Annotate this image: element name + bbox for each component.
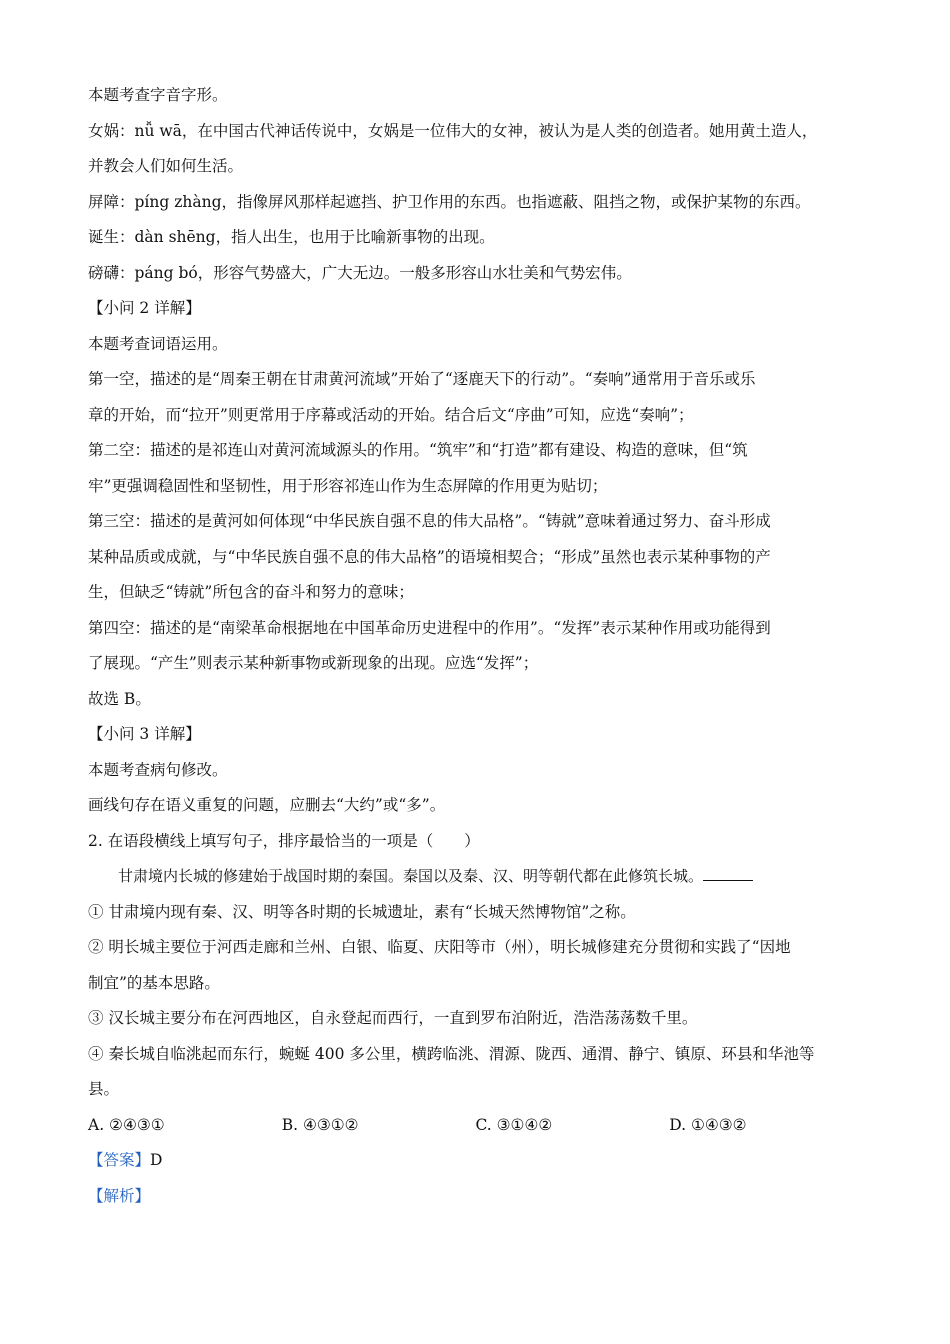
analysis-line <box>88 1179 863 1215</box>
sentence-item: 制宜”的基本思路。 <box>88 973 220 992</box>
text-line: 章的开始，而“拉开”则更常用于序幕或活动的开始。结合后文“序曲”可知，应选“奏响”； <box>88 405 694 424</box>
text-line: 本题考查病句修改。 <box>88 760 228 779</box>
text-line: 诞生：dàn shēng，指人出生，也用于比喻新事物的出现。 <box>88 228 495 246</box>
text-line: 某种品质或成就，与“中华民族自强不息的伟大品格”的语境相契合；“形成”虽然也表示某种事物的产 <box>88 547 771 566</box>
text-line: 牢”更强调稳固性和坚韧性，用于形容祁连山作为生态屏障的作用更为贴切； <box>88 476 608 495</box>
quote-passage <box>88 859 863 895</box>
answer-line <box>88 1143 863 1179</box>
text-line: 磅礴：páng bó，形容气势盛大，广大无边。一般多形容山水壮美和气势宏伟。 <box>88 263 632 282</box>
analysis-tag: 【解析】 <box>88 1186 151 1205</box>
fill-blank <box>703 866 753 881</box>
option-c: C. ③①④② <box>475 1115 553 1134</box>
sentence-item: ① 甘肃境内现有秦、汉、明等各时期的长城遗址，素有“长城天然博物馆”之称。 <box>88 902 636 921</box>
text-line: 本题考查字音字形。 <box>88 86 228 104</box>
option-d: D. ①④③② <box>669 1115 747 1134</box>
text-line: 并教会人们如何生活。 <box>88 157 244 175</box>
sentence-item: ③ 汉长城主要分布在河西地区，自永登起而西行，一直到罗布泊附近，浩浩荡荡数千里。 <box>88 1009 698 1027</box>
question-stem: 2. 在语段横线上填写句子，排序最恰当的一项是（ ） <box>88 831 480 850</box>
text-line: 第四空：描述的是“南梁革命根据地在中国革命历史进程中的作用”。“发挥”表示某种作用或功能得到 <box>88 618 771 637</box>
text-line: 本题考查词语运用。 <box>88 334 228 353</box>
quote-text: 甘肃境内长城的修建始于战国时期的秦国。秦国以及秦、汉、明等朝代都在此修筑长城。 <box>118 867 704 885</box>
text-line: 第二空：描述的是祁连山对黄河流域源头的作用。“筑牢”和“打造”都有建设、构造的意味，但“筑 <box>88 441 748 459</box>
text-line: 生，但缺乏“铸就”所包含的奋斗和努力的意味； <box>88 583 414 601</box>
text-line: 女娲：nǚ wā，在中国古代神话传说中，女娲是一位伟大的女神，被认为是人类的创造者。她用黄土造人， <box>88 121 818 140</box>
answer-value: D <box>150 1151 163 1169</box>
text-line: 第一空，描述的是“周秦王朝在甘肃黄河流域”开始了“逐鹿天下的行动”。“奏响”通常用于音乐或乐 <box>88 370 756 388</box>
text-line: 画线句存在语义重复的问题，应删去“大约”或“多”。 <box>88 796 446 814</box>
sentence-item: ④ 秦长城自临洮起而东行，蜿蜒 400 多公里，横跨临洮、渭源、陇西、通渭、静宁、镇原、环县和华池等 <box>88 1044 815 1063</box>
answer-options <box>88 1108 863 1144</box>
option-b: B. ④③①② <box>281 1115 359 1134</box>
text-line: 屏障：píng zhàng，指像屏风那样起遮挡、护卫作用的东西。也指遮蔽、阻挡之物，或保护某物的东西。 <box>88 192 811 211</box>
sentence-item: ② 明长城主要位于河西走廊和兰州、白银、临夏、庆阳等市（州），明长城修建充分贯彻和实践了“因地 <box>88 938 791 956</box>
answer-tag: 【答案】 <box>88 1151 151 1169</box>
document-page <box>88 78 863 1214</box>
section-heading: 【小问 3 详解】 <box>88 725 201 743</box>
text-line: 第三空：描述的是黄河如何体现“中华民族自强不息的伟大品格”。“铸就”意味着通过努力、奋斗形成 <box>88 512 771 530</box>
section-heading: 【小问 2 详解】 <box>88 299 201 317</box>
option-a: A. ②④③① <box>88 1115 165 1134</box>
text-line: 故选 B。 <box>88 689 151 708</box>
sentence-item: 县。 <box>88 1080 120 1098</box>
text-line: 了展现。“产生”则表示某种新事物或新现象的出现。应选“发挥”； <box>88 654 539 672</box>
